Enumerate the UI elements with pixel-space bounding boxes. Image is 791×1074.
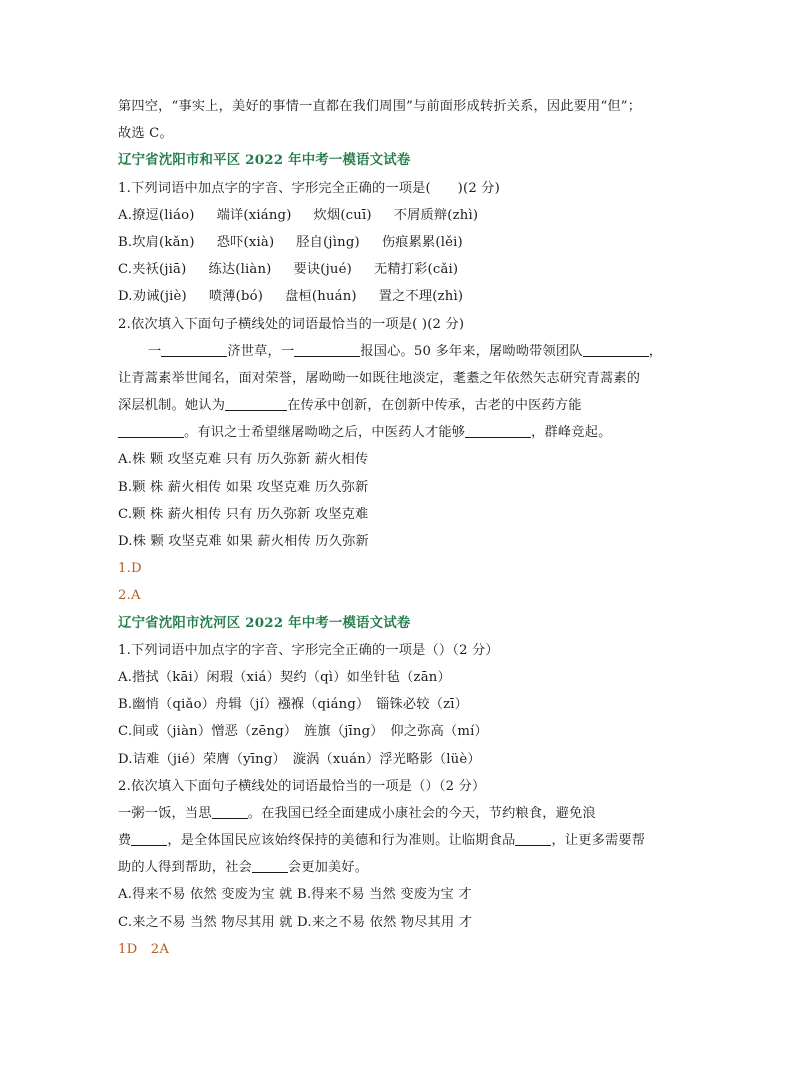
passage-line [118, 827, 678, 854]
answer-blank [131, 831, 167, 846]
question-1: 1.下列词语中加点字的字音、字形完全正确的一项是( )(2 分) [118, 180, 501, 196]
passage-text: 费 [118, 833, 132, 849]
option-item: 端详(xiáng) [216, 207, 292, 223]
answer-blank [225, 396, 287, 411]
answer-blank [515, 831, 551, 846]
option-item: A.撩逗(liáo) [118, 207, 195, 223]
option-item: 盘桓(huán) [285, 289, 357, 305]
option-item: D.劝诫(jiè) [118, 289, 187, 305]
option-a: A.揩拭（kāi）闲瑕（xiá）契约（qì）如坐针毡（zān） [118, 669, 451, 685]
passage-text: 会更加美好。 [287, 860, 369, 876]
question-2: 2.依次填入下面句子横线处的词语最恰当的一项是( )(2 分) [118, 316, 465, 332]
option-item: 无精打彩(cǎi) [373, 262, 459, 278]
passage-line [118, 419, 678, 446]
option-item: 不屑质辩(zhì) [393, 207, 479, 223]
passage-text: ，群峰竞起。 [531, 425, 612, 441]
option-c [118, 256, 678, 283]
option-item: C.夹袄(jiā) [118, 262, 187, 278]
answer-blank [212, 804, 248, 819]
document-page [118, 93, 678, 963]
option-item: 炊烟(cuī) [313, 207, 372, 223]
passage-line [118, 338, 678, 365]
option-d: D.诘难（jié）荣膺（yīng） 漩涡（xuán）浮光略影（lüè） [118, 751, 481, 767]
passage-text: 助的人得到帮助，社会 [118, 860, 252, 876]
option-b: B.幽悄（qiǎo）舟辑（jí）襁褓（qiáng） 锱铢必较（zī） [118, 697, 469, 713]
choice-b: B.颗 株 薪火相传 如果 攻坚克难 历久弥新 [118, 479, 369, 495]
passage-line [118, 800, 678, 827]
option-item: 胫自(jìng) [296, 234, 360, 250]
answer-blank [118, 423, 184, 438]
question-2: 2.依次填入下面句子横线处的词语最恰当的一项是（）（2 分） [118, 778, 486, 794]
option-b [118, 229, 678, 256]
answer-blank [161, 342, 227, 357]
option-item: 练达(liàn) [208, 262, 272, 278]
section-title: 辽宁省沈阳市和平区 2022 年中考一模语文试卷 [118, 152, 411, 169]
passage-line [118, 854, 678, 881]
passage-text: 。有识之士希望继屠呦呦之后，中医药人才能够 [184, 425, 466, 441]
choice-a: A.株 颗 攻坚克难 只有 历久弥新 薪火相传 [118, 452, 369, 468]
passage-line [118, 392, 678, 419]
passage-text: 一 [148, 343, 162, 359]
option-item: 置之不理(zhì) [378, 289, 464, 305]
passage-text: 深层机制。她认为 [118, 398, 226, 414]
passage-text: ，让更多需要帮 [551, 833, 646, 849]
option-item: 伤痕累累(lěi) [381, 234, 463, 250]
answer-line: 2.A [118, 588, 141, 604]
option-c: C.间或（jiàn）憎恶（zēng） 旌旗（jīng） 仰之弥高（mí） [118, 724, 488, 740]
answer-blank [465, 423, 531, 438]
answer-blank [252, 858, 288, 873]
option-d [118, 283, 678, 310]
choice-cd: C.来之不易 当然 物尽其用 就 D.来之不易 依然 物尽其用 才 [118, 914, 473, 930]
choice-ab: A.得来不易 依然 变废为宝 就 B.得来不易 当然 变废为宝 才 [118, 887, 472, 903]
answer-blank [294, 342, 360, 357]
answer-line: 1.D [118, 561, 142, 577]
option-item: 要诀(jué) [293, 262, 352, 278]
passage-text: 济世草，一 [227, 343, 295, 359]
option-item: 恐吓(xià) [216, 234, 275, 250]
text-line: 第四空，“事实上，美好的事情一直都在我们周围”与前面形成转折关系，因此要用“但”； [118, 99, 642, 114]
question-1: 1.下列词语中加点字的字音、字形完全正确的一项是（）（2 分） [118, 642, 499, 658]
answer-line: 1D 2A [118, 941, 170, 957]
passage-text: 在传承中创新，在创新中传承，古老的中医药方能 [287, 398, 582, 414]
passage-text: ， [648, 343, 663, 359]
text-line: 故选 C。 [118, 126, 173, 142]
passage-text: 报国心。50 多年来，屠呦呦带领团队 [360, 343, 583, 359]
choice-c: C.颗 株 薪火相传 只有 历久弥新 攻坚克难 [118, 506, 369, 522]
section-title: 辽宁省沈阳市沈河区 2022 年中考一模语文试卷 [118, 614, 411, 631]
passage-text: ，是全体国民应该始终保持的美德和行为准则。让临期食品 [167, 833, 516, 849]
passage-text: 一粥一饭，当思 [118, 805, 212, 821]
option-item: 喷薄(bó) [208, 289, 264, 305]
option-item: B.坎肩(kǎn) [118, 234, 195, 250]
passage-line: 让青蒿素举世闻名，面对荣誉，屠呦呦一如既往地淡定，耄耋之年依然矢志研究青蒿素的 [118, 370, 641, 386]
option-a [118, 202, 678, 229]
answer-blank [583, 342, 649, 357]
passage-text: 。在我国已经全面建成小康社会的今天，节约粮食，避免浪 [247, 805, 596, 821]
choice-d: D.株 颗 攻坚克难 如果 薪火相传 历久弥新 [118, 534, 369, 549]
